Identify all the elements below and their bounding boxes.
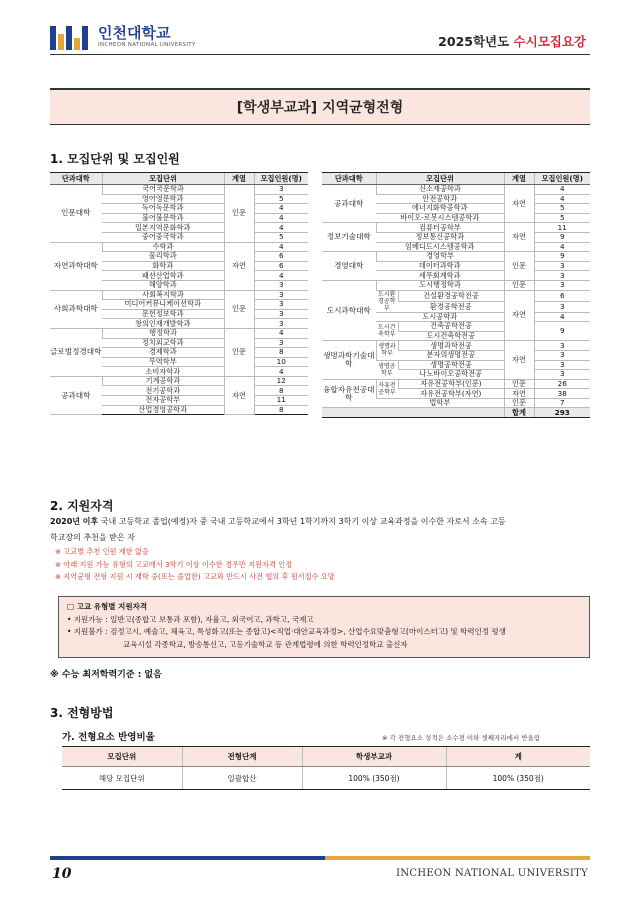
count-cell: 12 [254,376,308,386]
unit-cell: 도시공학과 [376,312,504,322]
unit-cell: 자유전공학부(인문) [398,379,504,389]
college-cell: 글로벌정경대학 [50,328,102,376]
unit-cell: 창의인재개발학과 [102,319,224,329]
college-cell: 자연과학대학 [50,242,102,290]
unit-cell: 자유전공학부(자연) [398,389,504,399]
count-cell: 7 [534,398,590,408]
unit-cell: 신소재공학과 [376,185,504,195]
table-cell: 일괄합산 [182,767,302,790]
unit-cell: 패션산업학과 [102,271,224,281]
unit-cell: 바이오-로봇시스템공학과 [376,213,504,223]
header-cell: 계열 [224,173,254,185]
rounding-note: ※ 각 전형요소 성적은 소수점 이하 셋째자리에서 반올림 [382,734,541,742]
table-row [50,376,308,386]
table-cell: 100% (350점) [446,767,590,790]
count-cell: 8 [254,405,308,415]
count-cell: 3 [254,309,308,319]
table-row [322,341,590,351]
unit-cell: 환경공학전공 [398,301,504,312]
count-cell: 9 [534,322,590,341]
header-cell: 모집인원(명) [534,173,590,185]
eligibility-line1: 국내 고등학교 졸업(예정)자 중 국내 고등학교에서 3학년 1학기까지 3학기 이상 교육과정을 이수한 자로서 소속 고등 [98,517,506,526]
count-cell: 5 [534,204,590,214]
unit-cell: 컴퓨터공학부 [376,223,504,233]
header-cell: 학생부교과 [302,747,446,767]
count-cell: 4 [254,223,308,233]
track-cell: 자연 [224,376,254,414]
count-cell: 4 [254,242,308,252]
college-cell: 공과대학 [322,185,376,223]
evaluation-table [62,746,590,790]
title-accent: 수시모집요강 [513,34,586,49]
note-item: ※ 아래 지원 가능 유형의 고교에서 3학기 이상 이수한 경우만 지원자격 인정 [55,559,293,569]
unit-cell: 영어영문학과 [102,194,224,204]
table-row [322,223,590,233]
track-cell: 인문 [504,398,534,408]
unit-cell: 도시행정학과 [376,280,504,290]
unit-cell: 분자의생명전공 [398,350,504,360]
unit-cell: 무역학부 [102,357,224,367]
unit-cell: 문헌정보학과 [102,309,224,319]
count-cell: 5 [534,213,590,223]
unit-cell: 전자공학부 [102,396,224,406]
unit-cell: 미디어커뮤니케이션학과 [102,300,224,310]
table-row [50,242,308,252]
track-cell: 인문 [504,252,534,281]
unit-cell: 정치외교학과 [102,338,224,348]
count-cell: 10 [254,357,308,367]
footer-bar-navy [50,856,325,860]
college-cell: 공과대학 [50,376,102,414]
college-cell: 사회과학대학 [50,290,102,328]
footer-university: INCHEON NATIONAL UNIVERSITY [396,868,588,879]
unit-cell: 화학과 [102,261,224,271]
note-item: ※ 지역균형 전형 지원 시 재학 중(또는 졸업한) 고교와 반드시 사전 협의 후 원서접수 요망 [55,572,335,581]
count-cell: 6 [254,261,308,271]
count-cell: 4 [534,242,590,252]
section2-heading: 2. 지원자격 [50,499,114,513]
eligibility-year: 2020년 이후 [50,517,99,526]
count-cell: 3 [534,271,590,281]
total-label: 합계 [504,408,534,418]
count-cell: 8 [254,386,308,396]
count-cell: 4 [534,194,590,204]
count-cell: 3 [254,300,308,310]
count-cell: 3 [254,319,308,329]
unit-cell: 일본지역문화학과 [102,223,224,233]
table-cell: 100% (350점) [302,767,446,790]
unit-cell: 해양학과 [102,280,224,290]
unit-cell: 소비자학과 [102,367,224,377]
track-cell: 인문 [224,290,254,328]
count-cell: 3 [534,370,590,380]
unit-cell: 데이터과학과 [376,261,504,271]
header-cell: 단과대학 [322,173,376,185]
unit-cell: 에너지화학공학과 [376,204,504,214]
count-cell: 11 [254,396,308,406]
header-cell: 전형단계 [182,747,302,767]
track-cell: 자연 [504,185,534,223]
box-allowed: • 지원가능 : 일반고(종합고 보통과 포함), 자율고, 외국어고, 과학고, 국제고 [67,614,314,624]
count-cell: 9 [534,232,590,242]
unit-cell: 물리학과 [102,252,224,262]
track-cell: 인문 [504,280,534,290]
header-divider [50,54,590,55]
count-cell: 4 [254,367,308,377]
unit-cell: 국어국문학과 [102,185,224,195]
college-cell: 도시과학대학 [322,280,376,340]
table-row [50,290,308,300]
logo-mark-icon [50,24,90,50]
unit-cell: 생명공학전공 [398,360,504,370]
unit-cell: 건설환경공학전공 [398,290,504,301]
unit-cell: 안전공학과 [376,194,504,204]
table-row [322,280,590,290]
logo-korean-name: 인천대학교 [98,23,171,42]
university-logo [50,22,196,52]
count-cell: 26 [534,379,590,389]
count-cell: 3 [534,360,590,370]
count-cell: 3 [254,290,308,300]
unit-cell: 기계공학과 [102,376,224,386]
unit-cell: 행정학과 [102,328,224,338]
count-cell: 38 [534,389,590,399]
eligibility-text [50,514,595,546]
count-cell: 3 [254,185,308,195]
track-cell: 자연 [224,242,254,290]
subdivision-cell: 도시환경공학부 [376,290,398,312]
count-cell: 9 [534,252,590,262]
unit-cell: 정보통신공학과 [376,232,504,242]
unit-cell: 법학부 [376,398,504,408]
box-title: □ 고교 유형별 지원자격 [67,602,148,611]
subdivision-cell: 도시건축학부 [376,322,398,341]
unit-cell: 불어불문학과 [102,213,224,223]
table-row [50,185,308,195]
count-cell: 5 [254,232,308,242]
college-cell: 융합자유전공대학 [322,379,376,408]
header-cell: 모집단위 [62,747,182,767]
count-cell: 8 [254,348,308,358]
table-row [322,185,590,195]
subdivision-cell: 자유전공학부 [376,379,398,398]
section3-subheading: 가. 전형요소 반영비율 [62,732,155,743]
unit-cell: 건축공학전공 [398,322,504,332]
count-cell: 6 [254,252,308,262]
count-cell: 6 [534,290,590,301]
count-cell: 3 [534,301,590,312]
unit-cell: 생명과학전공 [398,341,504,351]
count-cell: 3 [254,280,308,290]
track-cell: 자연 [504,290,534,341]
unit-cell: 세무회계학과 [376,271,504,281]
unit-cell: 중어중국학과 [102,232,224,242]
section1-heading: 1. 모집단위 및 모집인원 [50,152,180,166]
count-cell: 3 [254,338,308,348]
track-cell: 자연 [504,389,534,399]
header-cell: 모집단위 [102,173,224,185]
college-cell: 인문대학 [50,185,102,243]
blank-cell [322,408,504,418]
recruitment-table-left [50,172,308,415]
count-cell: 4 [254,328,308,338]
count-cell: 3 [534,350,590,360]
table-row [50,328,308,338]
header-cell: 계 [446,747,590,767]
unit-cell: 수학과 [102,242,224,252]
school-type-box [58,596,590,658]
recruitment-table-right [322,172,590,418]
unit-cell: 독어독문학과 [102,204,224,214]
total-count: 293 [534,408,590,418]
unit-cell: 전기공학과 [102,386,224,396]
count-cell: 4 [534,185,590,195]
track-cell: 인문 [224,328,254,376]
unit-cell: 경영학부 [376,252,504,262]
box-disallowed-cont: 교육시설 각종학교, 방송통신고, 고등기술학교 등 관계법령에 의한 학력인정학교 출신자 [123,639,408,649]
unit-cell: 산업경영공학과 [102,405,224,415]
track-cell: 인문 [224,185,254,243]
document-title [438,32,586,50]
note-item: ※ 고교별 추천 인원 제한 없음 [55,547,149,556]
college-cell: 생명과학기술대학 [322,341,376,379]
unit-cell: 도시건축학전공 [398,331,504,341]
section-banner: [학생부교과] 지역균형전형 [50,88,590,125]
subdivision-cell: 생명과학부 [376,341,398,360]
header-cell: 단과대학 [50,173,102,185]
table-cell: 해당 모집단위 [62,767,182,790]
track-cell: 자연 [504,341,534,379]
count-cell: 11 [534,223,590,233]
count-cell: 3 [534,280,590,290]
college-cell: 정보기술대학 [322,223,376,252]
count-cell: 4 [534,312,590,322]
unit-cell: 나노바이오공학전공 [398,370,504,380]
count-cell: 4 [254,204,308,214]
unit-cell: 경제학과 [102,348,224,358]
track-cell: 인문 [504,379,534,389]
college-cell: 경영대학 [322,252,376,281]
count-cell: 5 [254,194,308,204]
count-cell: 4 [254,213,308,223]
count-cell: 3 [534,261,590,271]
header-cell: 모집단위 [376,173,504,185]
track-cell: 자연 [504,223,534,252]
page-number: 10 [52,866,72,882]
eligibility-line2: 학교장의 추천을 받은 자 [50,533,135,542]
table-row [322,408,590,418]
count-cell: 4 [254,271,308,281]
subdivision-cell: 생명공학부 [376,360,398,379]
unit-cell: 임베디드시스템공학과 [376,242,504,252]
count-cell: 3 [534,341,590,351]
table-row [322,252,590,262]
header-cell: 계열 [504,173,534,185]
eligibility-notes [55,546,335,584]
table-row [322,379,590,389]
unit-cell: 사회복지학과 [102,290,224,300]
title-year: 2025학년도 [438,34,514,49]
footer-bar-gold [325,856,590,860]
section3-heading: 3. 전형방법 [50,706,114,720]
min-standard: ※ 수능 최저학력기준 : 없음 [50,670,162,680]
header-cell: 모집인원(명) [254,173,308,185]
logo-english-name: INCHEON NATIONAL UNIVERSITY [98,41,196,48]
box-disallowed: • 지원불가 : 검정고시, 예술고, 체육고, 특성화고(또는 종합고)<직업·대안교육과정>, 산업수요맞춤형고(마이스터고) 및 학력인정 평생 [67,627,506,636]
